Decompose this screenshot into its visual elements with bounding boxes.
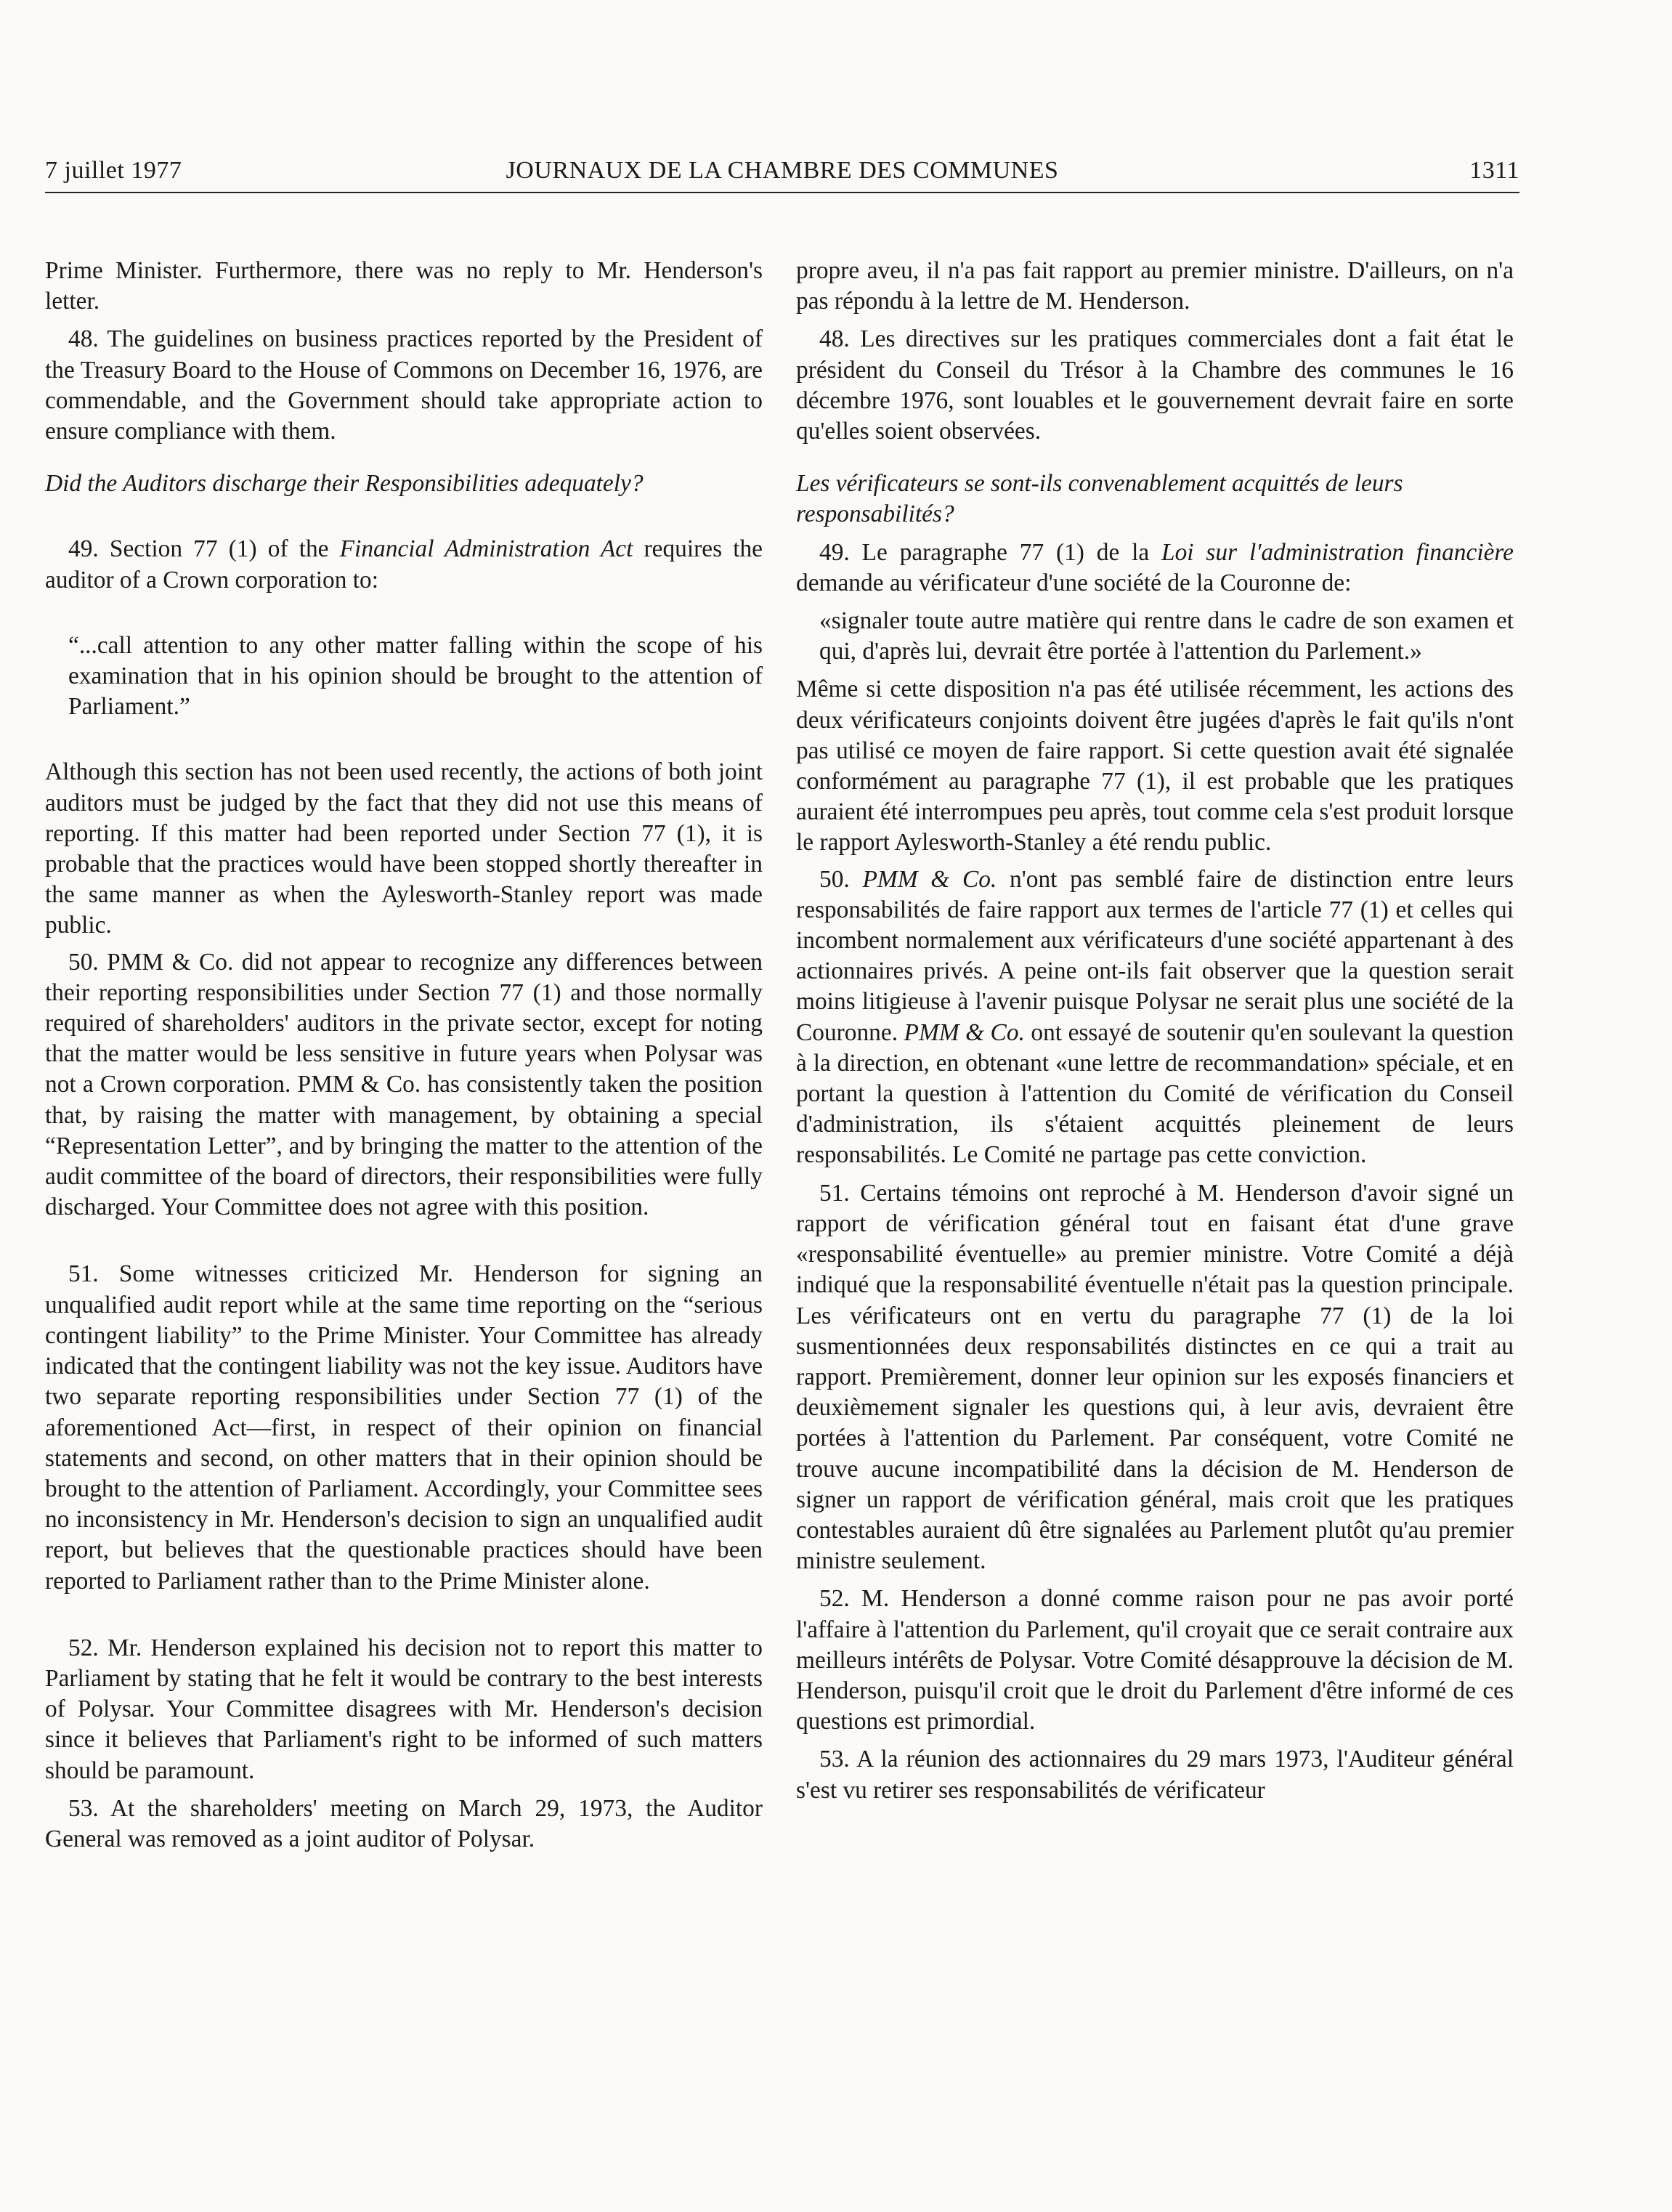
english-column xyxy=(45,256,763,1855)
en-section-heading: Did the Auditors discharge their Responsibilities adequately? xyxy=(45,470,644,498)
en-quotation: “...call attention to any other matter falling within the scope of his examination that in his opinion should be brought to the attention of Parliament.” xyxy=(68,631,763,721)
en-act-title: Financial Administration Act xyxy=(339,535,633,563)
en-paragraph-although: Although this section has not been used recently, the actions of both joint auditors must be judged by the fact that they did not use this means of reporting. If this matter had been reported under Section 77 (1), it is probable that the practices would have been stopped shortly thereafter in the same manner as when the Aylesworth-Stanley report was made public. xyxy=(45,758,763,939)
french-column xyxy=(796,256,1514,1806)
en-paragraph-51: 51. Some witnesses criticized Mr. Henderson for signing an unqualified audit report while at the same time reporting on the “serious contingent liability” to the Prime Minister. Your Committee has already indicated that the contingent liability was not the key issue. Auditors have two separate reporting responsibilities under Section 77 (1) of the aforementioned Act—first, in respect of their opinion on financial statements and second, on other matters that in their opinion should be brought to the attention of Parliament. Accordingly, your Committee sees no inconsistency in Mr. Henderson's decision to sign an unqualified audit report, but believes that the questionable practices should have been reported to Parliament rather than to the Prime Minister alone. xyxy=(45,1260,763,1595)
en-paragraph-50: 50. PMM & Co. did not appear to recognize any differences between their reporting responsibilities under Section 77 (1) and those normally required of shareholders' auditors in the private sector, except for noting that the matter would be less sensitive in future years when Polysar was not a Crown corporation. PMM & Co. has consistently taken the position that, by raising the matter with management, by obtaining a special “Representation Letter”, and by bringing the matter to the attention of the audit committee of the board of directors, their responsibilities were fully discharged. Your Committee does not agree with this position. xyxy=(45,948,763,1221)
page-number: 1311 xyxy=(1469,157,1519,184)
en-paragraph-intro: Prime Minister. Furthermore, there was no reply to Mr. Henderson's letter. xyxy=(45,257,763,315)
fr-paragraph-53: 53. A la réunion des actionnaires du 29 mars 1973, l'Auditeur général s'est vu retirer ses responsabilités de vérificateur xyxy=(796,1746,1514,1804)
fr-paragraph-meme: Même si cette disposition n'a pas été utilisée récemment, les actions des deux vérificateurs conjoints doivent être jugées d'après le fait qu'ils n'ont pas utilisé ce moyen de faire rapport. Si cette question avait été signalée conformément au paragraphe 77 (1), il est probable que les pratiques auraient été interrompues peu après, tout comme cela s'est produit lorsque le rapport Aylesworth-Stanley a été rendu public. xyxy=(796,676,1514,856)
fr-paragraph-50: 50. PMM & Co. n'ont pas semblé faire de distinction entre leurs responsabilités de faire rapport aux termes de l'article 77 (1) et celles qui incombent normalement aux vérificateurs d'une société appartenant à des actionnaires privés. A peine ont-ils fait observer que la question serait moins litigieuse à l'avenir puisque Polysar ne serait plus une société de la Couronne. PMM & Co. ont essayé de soutenir qu'en soulevant la question à la direction, en obtenant «une lettre de recommandation» spéciale, et en portant la question à l'attention du Comité de vérification du Conseil d'administration, ils s'étaient acquittés pleinement de leurs responsabilités. Le Comité ne partage pas cette conviction. xyxy=(796,865,1514,1169)
fr-act-title: Loi sur l'administration financière xyxy=(1161,538,1514,566)
fr-quotation: «signaler toute autre matière qui rentre dans le cadre de son examen et qui, d'après lui, devrait être portée à l'attention du Parlement.» xyxy=(819,607,1514,665)
fr-paragraph-intro: propre aveu, il n'a pas fait rapport au premier ministre. D'ailleurs, on n'a pas répondu à la lettre de M. Henderson. xyxy=(796,257,1514,315)
header-date: 7 juillet 1977 xyxy=(45,157,182,184)
en-paragraph-52: 52. Mr. Henderson explained his decision not to report this matter to Parliament by stating that he felt it would be contrary to the best interests of Polysar. Your Committee disagrees with Mr. Henderson's decision since it believes that Parliament's right to be informed of such matters should be paramount. xyxy=(45,1634,763,1784)
en-paragraph-49: 49. Section 77 (1) of the Financial Administration Act requires the auditor of a Crown corporation to: xyxy=(45,535,763,593)
fr-paragraph-48: 48. Les directives sur les pratiques commerciales dont a fait état le président du Conseil du Trésor à la Chambre des communes le 16 décembre 1976, sont louables et le gouvernement devrait faire en sorte qu'elles soient observées. xyxy=(796,325,1514,445)
fr-firm-name: PMM & Co. xyxy=(862,865,997,893)
fr-section-heading: Les vérificateurs se sont-ils convenablement acquittés de leurs responsabilités? xyxy=(796,470,1403,528)
fr-firm-name-2: PMM & Co. xyxy=(904,1018,1025,1046)
en-paragraph-48: 48. The guidelines on business practices reported by the President of the Treasury Board to the House of Commons on December 16, 1976, are commendable, and the Government should take appropriate action to ensure compliance with them. xyxy=(45,325,763,445)
header-title: JOURNAUX DE LA CHAMBRE DES COMMUNES xyxy=(506,157,1059,184)
fr-paragraph-49: 49. Le paragraphe 77 (1) de la Loi sur l'administration financière demande au vérificateur d'une société de la Couronne de: xyxy=(796,538,1514,596)
fr-paragraph-51: 51. Certains témoins ont reproché à M. Henderson d'avoir signé un rapport de vérification général tout en faisant état d'une grave «responsabilité éventuelle» au premier ministre. Votre Comité a déjà indiqué que la responsabilité éventuelle n'était pas la question principale. Les vérificateurs ont en vertu du paragraphe 77 (1) de la loi susmentionnées deux responsabilités distinctes en ce qui a trait au rapport. Premièrement, donner leur opinion sur les exposés financiers et deuxièmement signaler les questions qui, à leur avis, devraient être portées à l'attention du Parlement. Par conséquent, votre Comité ne trouve aucune incompatibilité dans la décision de M. Henderson de signer un rapport de vérification général, mais croit que les pratiques contestables auraient dû être signalées au Parlement plutôt qu'au premier ministre seulement. xyxy=(796,1179,1514,1575)
fr-paragraph-52: 52. M. Henderson a donné comme raison pour ne pas avoir porté l'affaire à l'attention du Parlement, qu'il croyait que ce serait contraire aux meilleurs intérêts de Polysar. Votre Comité désapprouve la décision de M. Henderson, puisqu'il croit que le droit du Parlement d'être informé de ces questions est primordial. xyxy=(796,1585,1514,1735)
en-paragraph-53: 53. At the shareholders' meeting on March 29, 1973, the Auditor General was removed as a joint auditor of Polysar. xyxy=(45,1794,763,1852)
page-header xyxy=(45,148,1519,193)
